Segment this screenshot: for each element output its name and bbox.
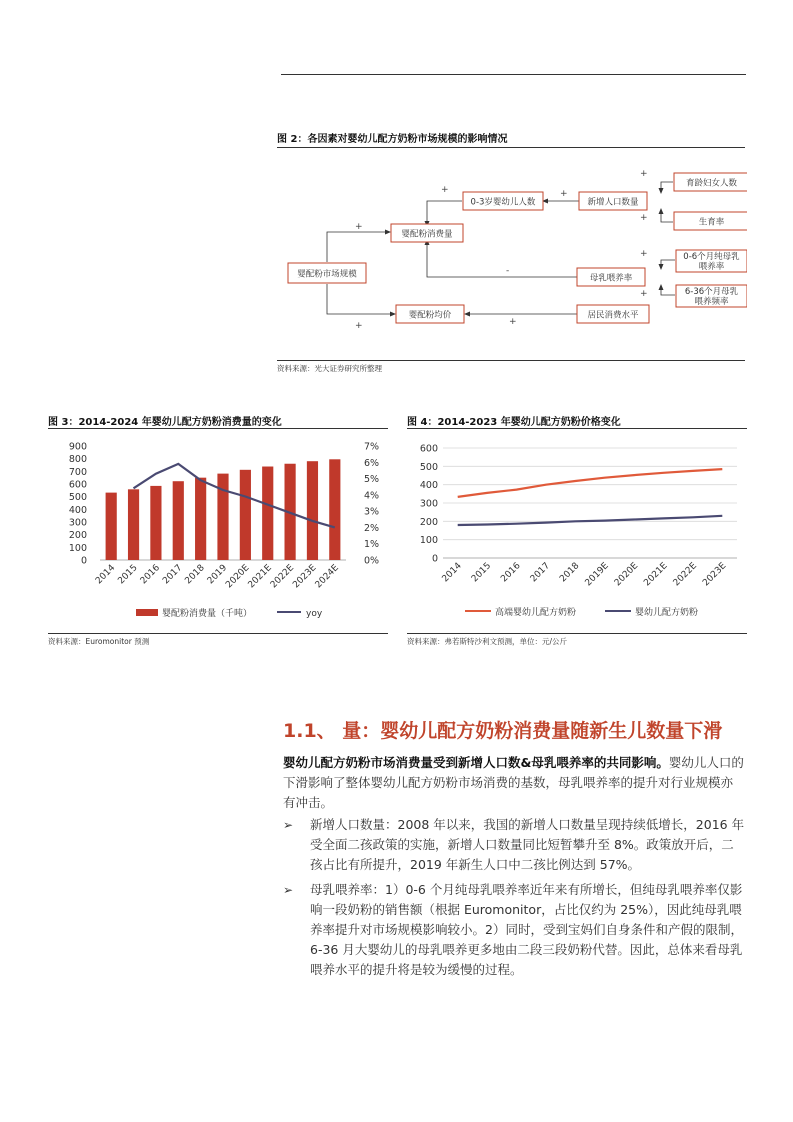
fig3-x-tick: 2017 [161,563,185,587]
fig3-bar [106,493,117,560]
fig3-bottom-rule [48,633,388,634]
bullet-marker: ➢ [283,883,294,897]
fig3-right-tick: 6% [364,457,380,469]
fig3-left-tick: 600 [68,479,87,491]
fig3-bar [240,470,251,560]
sign-plus: + [355,222,363,232]
fig3-left-tick: 500 [68,492,87,504]
svg-text:0-3岁婴幼儿人数: 0-3岁婴幼儿人数 [470,197,536,208]
node-price [396,305,464,323]
fig3-right-tick: 1% [364,539,380,551]
fig3-right-axis [364,442,379,567]
svg-text:喂养频率: 喂养频率 [694,297,729,307]
fig3-bar [128,489,139,560]
fig4-y-tick: 0 [431,553,438,565]
fig4-x-tick: 2016 [499,561,523,585]
fig4-x-tick: 2022E [671,561,700,589]
node-breast-6-36 [676,285,747,307]
legend-label-standard: 婴幼儿配方奶粉 [635,608,699,618]
lead-paragraph [283,753,745,813]
fig3-left-tick: 100 [68,542,87,554]
fig3-left-tick: 0 [80,555,87,567]
fig2-source: 资料来源：光大证券研究所整理 [277,364,382,373]
fig4-x-tick: 2020E [612,561,641,589]
fig3-x-tick: 2024E [313,563,341,591]
fig4-y-tick: 300 [419,498,438,510]
svg-text:居民消费水平: 居民消费水平 [587,310,639,321]
fig4-standard-series [458,516,723,525]
fig3-title-rule [48,428,388,429]
svg-text:生育率: 生育率 [698,217,725,228]
fig4-chart [407,432,747,632]
fig4-x-tick: 2018 [558,561,582,585]
fig3-left-tick: 700 [68,466,87,478]
fig4-y-tick: 200 [419,516,438,528]
svg-text:母乳喂养率: 母乳喂养率 [589,273,633,284]
node-breast-0-6 [676,250,747,272]
fig4-x-tick: 2014 [440,561,464,585]
legend-swatch-bar [136,609,158,616]
fig3-x-axis [94,563,341,591]
legend-label-consumption: 婴配粉消费量（千吨） [162,609,253,619]
svg-text:喂养率: 喂养率 [698,262,725,272]
sign-plus: + [560,189,568,199]
fig4-y-tick: 500 [419,461,438,473]
node-market [288,263,366,283]
fig3-x-tick: 2021E [246,563,274,591]
fig3-bar [150,486,161,560]
node-birth-rate [674,212,747,230]
fig3-yoy-series [134,464,335,528]
fig2-diagram [277,160,747,360]
fig3-x-tick: 2022E [268,563,297,591]
sign-plus: + [640,213,648,223]
bullet-newborn: 新增人口数量：2008 年以来，我国的新增人口数量呈现持续低增长，2016 年受全面二孩政策的实施，新增人口数量同比短暂攀升至 8%。政策放开后，二孩占比有所提升，2019 年新生人口中二孩比例达到 57%。 [310,817,745,872]
fig3-right-tick: 3% [364,506,380,518]
bullet-marker: ➢ [283,818,294,832]
fig4-y-tick: 400 [419,480,438,492]
lead-rest: 婴幼儿人口的下滑影响了整体婴幼儿配方奶粉市场消费的基数，母乳喂养率的提升对行业规模亦有冲击。 [283,755,744,810]
fig3-chart [48,432,388,632]
lead-bold: 婴幼儿配方奶粉市场消费量受到新增人口数&母乳喂养率的共同影响。 [283,755,669,770]
fig3-bar [217,474,228,560]
sign-plus: + [355,321,363,331]
sign-plus: + [640,249,648,259]
fig3-bar [307,461,318,560]
fig3-bar [195,478,206,560]
fig2-title-rule [277,147,745,148]
sign-plus: + [640,289,648,299]
sign-plus: + [640,169,648,179]
fig3-x-tick: 2015 [116,563,140,587]
fig3-bar [173,481,184,560]
fig4-x-axis [441,561,729,589]
fig3-left-tick: 300 [68,517,87,529]
fig4-y-tick: 100 [419,535,438,547]
fig4-x-tick: 2021E [642,561,670,589]
fig2-bottom-rule [277,360,745,361]
node-consumption [391,224,463,242]
fig4-x-tick: 2017 [528,561,553,585]
fig3-x-tick: 2016 [138,563,163,587]
svg-text:婴配粉消费量: 婴配粉消费量 [401,229,453,240]
legend-label-premium: 高端婴幼儿配方奶粉 [495,608,577,618]
node-age03 [463,192,543,210]
header-rule [281,74,746,75]
bullet-breastfeeding: 母乳喂养率：1）0-6 个月纯母乳喂养率近年来有所增长，但纯母乳喂养率仅影响一段奶粉的销售额（根据 Euromonitor，占比仅约为 25%），因此纯母乳喂养率提升对市场规模影响较小。2）同时，受到宝妈们自身条件和产假的限制，6-36 月大婴幼儿的母乳喂养更多地由二段三段奶粉代替。因此，总体来看母乳喂养水平的提升将是较为缓慢的过程。 [310,882,743,977]
fig4-premium-series [458,469,723,497]
fig4-x-tick: 2015 [469,561,494,585]
section-title: 1.1、 量：婴幼儿配方奶粉消费量随新生儿数量下滑 [283,720,723,742]
fig4-y-tick: 600 [419,443,438,455]
fig4-title-rule [407,428,747,429]
fig3-x-tick: 2023E [291,563,319,591]
fig3-yoy-line [134,464,335,528]
fig4-lines [458,469,723,525]
sign-plus: + [509,317,517,327]
fig2-title: 图 2：各因素对婴幼儿配方奶粉市场规模的影响情况 [277,134,508,145]
fig4-bottom-rule [407,633,747,634]
fig4-source: 资料来源：弗若斯特沙利文预测，单位：元/公斤 [407,637,568,646]
sign-plus: + [441,185,449,195]
fig3-x-tick: 2018 [183,563,207,587]
fig4-legend [465,606,698,618]
fig3-bar [329,459,340,560]
fig4-title: 图 4：2014-2023 年婴幼儿配方奶粉价格变化 [407,417,621,428]
node-women [674,173,747,191]
sign-minus: - [506,266,510,276]
fig4-y-axis [420,444,438,565]
fig3-left-tick: 800 [68,454,87,466]
fig3-left-tick: 900 [68,441,87,453]
node-newborn [579,192,647,210]
fig3-right-tick: 4% [364,490,380,502]
fig3-legend [136,607,323,619]
fig3-title: 图 3：2014-2024 年婴幼儿配方奶粉消费量的变化 [48,417,282,428]
svg-text:婴配粉市场规模: 婴配粉市场规模 [297,269,357,280]
fig4-x-tick: 2023E [701,561,729,589]
fig3-x-tick: 2019 [205,563,230,587]
fig4-x-tick: 2019E [583,561,611,589]
node-breastfeeding [577,268,645,286]
node-consume-level [577,305,649,323]
fig3-right-tick: 7% [364,441,380,453]
fig3-right-tick: 0% [364,555,380,567]
fig3-x-tick: 2020E [224,563,252,591]
svg-text:6-36个月母乳: 6-36个月母乳 [684,287,739,297]
svg-text:新增人口数量: 新增人口数量 [587,197,639,208]
svg-text:婴配粉均价: 婴配粉均价 [408,310,452,321]
fig3-left-axis [69,442,87,567]
fig4-grid [443,448,737,558]
legend-label-yoy: yoy [306,609,323,619]
svg-text:育龄妇女人数: 育龄妇女人数 [685,178,738,189]
fig3-left-tick: 400 [68,504,87,516]
fig3-x-tick: 2014 [94,563,118,587]
fig3-right-tick: 5% [364,474,380,486]
svg-text:0-6个月纯母乳: 0-6个月纯母乳 [683,252,740,262]
fig3-right-tick: 2% [364,522,380,534]
fig3-left-tick: 200 [68,530,87,542]
fig3-bars [106,459,341,560]
fig3-bar [262,467,273,560]
fig3-source: 资料来源：Euromonitor 预测 [48,637,150,646]
